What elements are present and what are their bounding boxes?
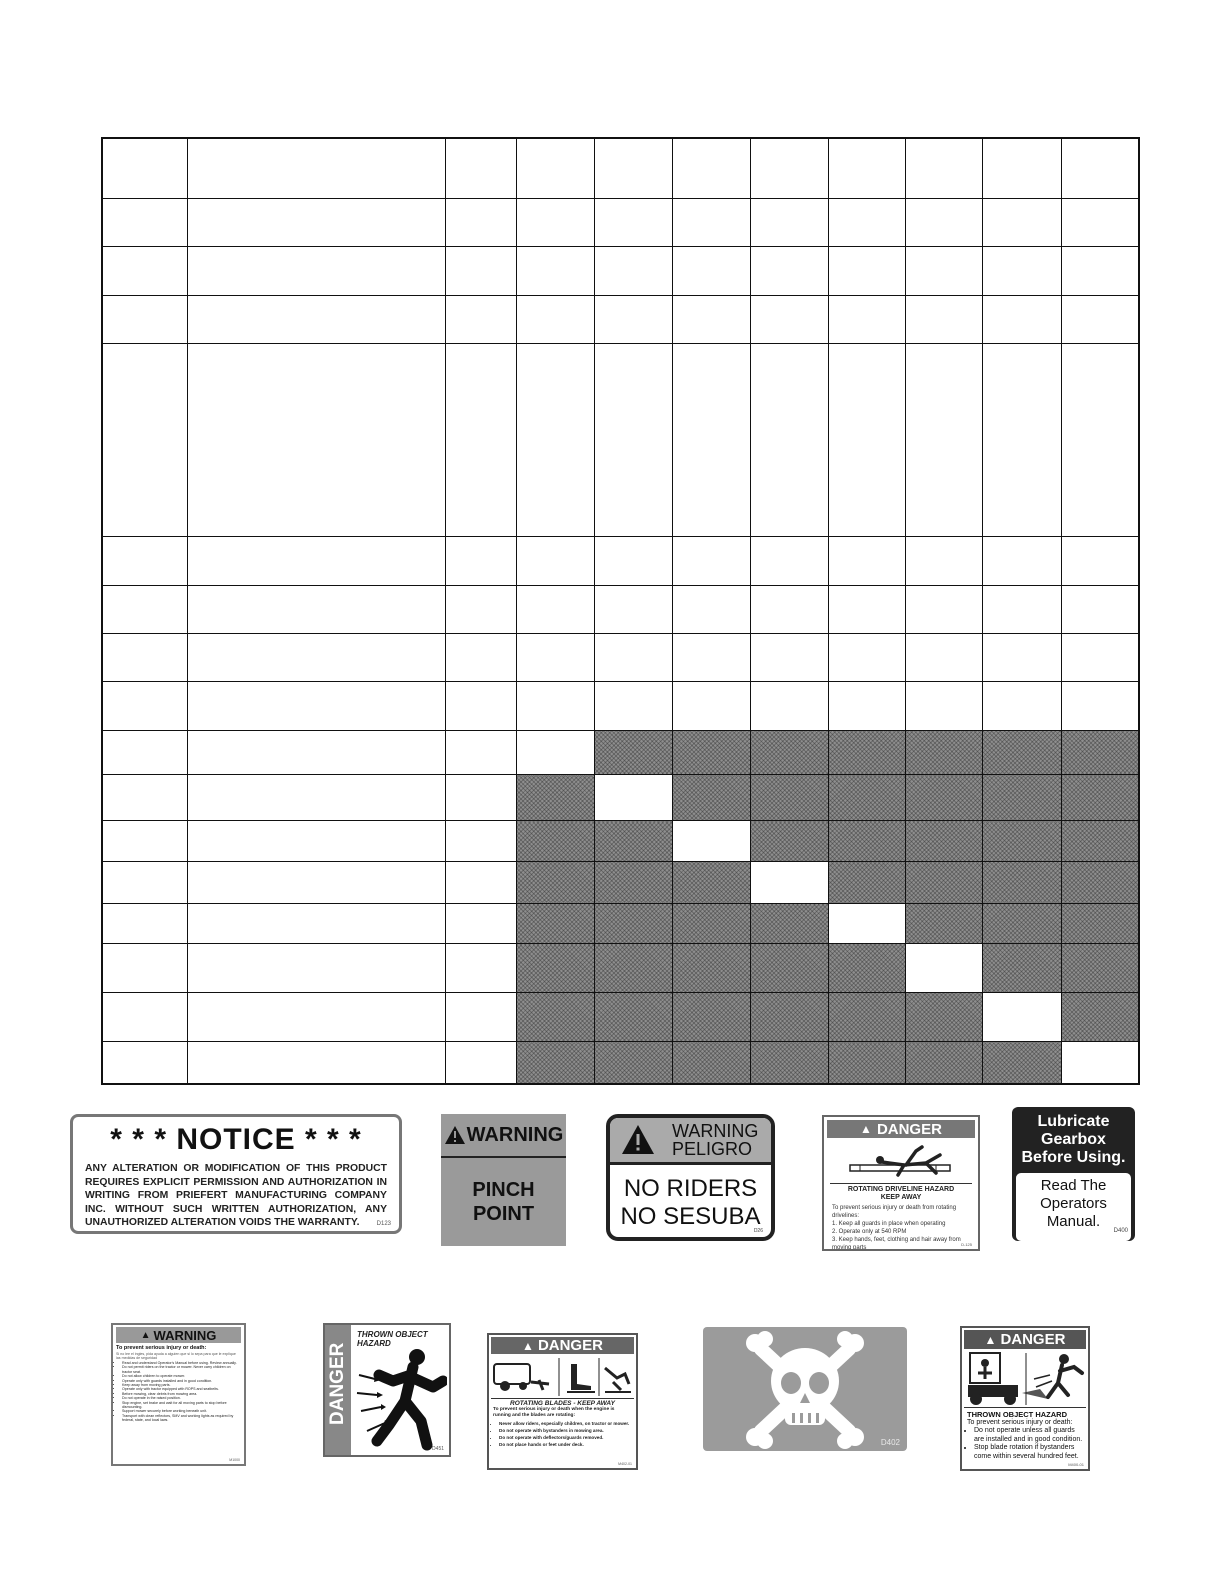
empty-cell bbox=[594, 138, 672, 198]
empty-cell bbox=[828, 904, 905, 944]
shaded-cell bbox=[1061, 775, 1139, 821]
empty-cell bbox=[982, 682, 1061, 730]
list-item: • Do not permit riders on the tractor or mower. Never carry children on tractor seat. bbox=[122, 1365, 241, 1374]
empty-cell bbox=[102, 1042, 187, 1084]
warning-list-lead: To prevent serious injury or death: bbox=[116, 1345, 207, 1351]
pinch-point-header bbox=[441, 1114, 566, 1158]
empty-cell bbox=[516, 634, 594, 682]
skull-crossbones-icon bbox=[703, 1327, 907, 1451]
list-item: • Support mower securely before working beneath unit. bbox=[122, 1409, 241, 1413]
danger-side-label: DANGER bbox=[327, 1342, 348, 1425]
list-item: • Transport with clean reflectors, SMV and working lights as required by federal, state, and local laws. bbox=[122, 1414, 241, 1423]
shaded-cell bbox=[516, 944, 594, 992]
shaded-cell bbox=[828, 821, 905, 861]
warning-list-sub: Si no lee el ingles, pida ayuda a alguien que si lo sepa para que le explique las medidas de seguridad bbox=[116, 1351, 236, 1360]
skull-crossbones-decal bbox=[703, 1327, 907, 1451]
empty-cell bbox=[828, 634, 905, 682]
thrown-object-danger-decal bbox=[960, 1326, 1090, 1471]
empty-cell bbox=[187, 247, 445, 295]
empty-cell bbox=[672, 821, 750, 861]
empty-cell bbox=[445, 343, 516, 536]
empty-cell bbox=[982, 138, 1061, 198]
shaded-cell bbox=[828, 992, 905, 1041]
shaded-cell bbox=[594, 944, 672, 992]
table-row bbox=[102, 537, 1139, 585]
list-item: • Do not operate in the raised position. bbox=[122, 1396, 241, 1400]
driveline-header-label: DANGER bbox=[876, 1120, 942, 1138]
empty-cell bbox=[672, 682, 750, 730]
thrown-object-side-decal bbox=[323, 1323, 451, 1457]
empty-cell bbox=[102, 537, 187, 585]
empty-cell bbox=[672, 247, 750, 295]
empty-cell bbox=[905, 247, 982, 295]
empty-cell bbox=[445, 198, 516, 246]
blades-header bbox=[491, 1337, 634, 1354]
empty-cell bbox=[102, 295, 187, 343]
shaded-cell bbox=[516, 821, 594, 861]
empty-cell bbox=[594, 537, 672, 585]
empty-cell bbox=[445, 585, 516, 633]
alert-triangle-icon: ▲ bbox=[984, 1332, 997, 1347]
driveline-title2: KEEP AWAY bbox=[880, 1194, 922, 1201]
table-row bbox=[102, 198, 1139, 246]
table-row bbox=[102, 295, 1139, 343]
empty-cell bbox=[905, 537, 982, 585]
notice-body: ANY ALTERATION OR MODIFICATION OF THIS PRODUCT REQUIRES EXPLICIT PERMISSION AND AUTHORIZATION IN WRITING FROM PRIEFERT MANUFACTURING COMPANY INC. WITHOUT SUCH WRITTEN AUTHORIZATION, ANY UNAUTHORIZED ALTERATION VOIDS THE WARRANTY. bbox=[85, 1163, 387, 1228]
driveline-item: 3. Keep hands, feet, clothing and hair away from moving parts bbox=[832, 1237, 961, 1251]
empty-cell bbox=[750, 634, 828, 682]
warning-list-items bbox=[116, 1361, 241, 1423]
empty-cell bbox=[750, 537, 828, 585]
empty-cell bbox=[516, 682, 594, 730]
empty-cell bbox=[982, 537, 1061, 585]
list-item: • Never allow riders, especially children, on tractor or mower. bbox=[499, 1420, 634, 1427]
notice-code: D123 bbox=[376, 1221, 391, 1227]
driveline-item: 2. Operate only at 540 RPM bbox=[832, 1229, 907, 1235]
shaded-cell bbox=[1061, 861, 1139, 903]
shaded-cell bbox=[750, 992, 828, 1041]
shaded-cell bbox=[672, 730, 750, 774]
shaded-cell bbox=[594, 992, 672, 1041]
empty-cell bbox=[516, 247, 594, 295]
empty-cell bbox=[594, 585, 672, 633]
shaded-cell bbox=[672, 1042, 750, 1084]
table-row bbox=[102, 861, 1139, 903]
list-item: • Do not operate with deflectors/guards removed. bbox=[499, 1434, 634, 1441]
empty-cell bbox=[187, 821, 445, 861]
empty-cell bbox=[445, 992, 516, 1041]
empty-cell bbox=[187, 944, 445, 992]
empty-cell bbox=[594, 775, 672, 821]
empty-cell bbox=[445, 138, 516, 198]
empty-cell bbox=[672, 343, 750, 536]
alert-triangle-icon: ▲ bbox=[522, 1338, 534, 1353]
no-riders-code: D26 bbox=[753, 1228, 763, 1234]
shaded-cell bbox=[750, 904, 828, 944]
shaded-cell bbox=[516, 904, 594, 944]
shaded-cell bbox=[828, 775, 905, 821]
empty-cell bbox=[905, 634, 982, 682]
empty-cell bbox=[1061, 1042, 1139, 1084]
shaded-cell bbox=[672, 992, 750, 1041]
empty-cell bbox=[187, 585, 445, 633]
thrown-object-header-label: DANGER bbox=[1000, 1331, 1066, 1348]
driveline-code: D-125 bbox=[961, 1242, 972, 1247]
empty-cell bbox=[982, 343, 1061, 536]
empty-cell bbox=[594, 634, 672, 682]
empty-cell bbox=[445, 730, 516, 774]
grid-table bbox=[101, 137, 1140, 1085]
empty-cell bbox=[516, 198, 594, 246]
shaded-cell bbox=[750, 730, 828, 774]
shaded-cell bbox=[516, 861, 594, 903]
empty-cell bbox=[445, 775, 516, 821]
empty-cell bbox=[828, 537, 905, 585]
empty-cell bbox=[187, 138, 445, 198]
empty-cell bbox=[187, 634, 445, 682]
empty-cell bbox=[1061, 343, 1139, 536]
shaded-cell bbox=[905, 1042, 982, 1084]
empty-cell bbox=[102, 775, 187, 821]
empty-cell bbox=[102, 585, 187, 633]
empty-cell bbox=[516, 138, 594, 198]
lubricate-decal bbox=[1012, 1107, 1135, 1241]
empty-cell bbox=[905, 138, 982, 198]
empty-cell bbox=[102, 904, 187, 944]
shaded-cell bbox=[982, 775, 1061, 821]
thrown-side-title: THROWN OBJECT HAZARD bbox=[357, 1330, 428, 1348]
shaded-cell bbox=[672, 944, 750, 992]
empty-cell bbox=[672, 585, 750, 633]
empty-cell bbox=[1061, 634, 1139, 682]
empty-cell bbox=[750, 861, 828, 903]
skull-code: D402 bbox=[880, 1438, 900, 1447]
pinch-point-header-label: WARNING bbox=[466, 1123, 564, 1146]
list-item: • Keep away from moving parts. bbox=[122, 1383, 241, 1387]
shaded-cell bbox=[905, 861, 982, 903]
list-item: • Read and understand Operator's Manual before using. Review annually. bbox=[122, 1361, 241, 1365]
warning-list-header-label: WARNING bbox=[153, 1327, 217, 1343]
empty-cell bbox=[594, 295, 672, 343]
shaded-cell bbox=[982, 861, 1061, 903]
lubricate-code: D400 bbox=[1113, 1228, 1128, 1234]
empty-cell bbox=[982, 585, 1061, 633]
empty-cell bbox=[750, 247, 828, 295]
notice-decal bbox=[70, 1114, 402, 1234]
shaded-cell bbox=[594, 730, 672, 774]
empty-cell bbox=[982, 634, 1061, 682]
empty-cell bbox=[828, 295, 905, 343]
table-row bbox=[102, 992, 1139, 1041]
warning-list-code: M1000 bbox=[229, 1458, 240, 1462]
empty-cell bbox=[828, 682, 905, 730]
thrown-object-code: M400-01 bbox=[1068, 1462, 1084, 1467]
empty-cell bbox=[187, 730, 445, 774]
empty-cell bbox=[594, 343, 672, 536]
empty-cell bbox=[828, 198, 905, 246]
empty-cell bbox=[1061, 537, 1139, 585]
shaded-cell bbox=[1061, 730, 1139, 774]
pinch-point-line2: POINT bbox=[472, 1203, 535, 1225]
shaded-cell bbox=[1061, 944, 1139, 992]
empty-cell bbox=[672, 537, 750, 585]
table-row bbox=[102, 247, 1139, 295]
shaded-cell bbox=[594, 1042, 672, 1084]
shaded-cell bbox=[905, 775, 982, 821]
empty-cell bbox=[102, 343, 187, 536]
empty-cell bbox=[102, 992, 187, 1041]
empty-cell bbox=[1061, 585, 1139, 633]
table-row bbox=[102, 138, 1139, 198]
blades-lead: To prevent serious injury or death when the engine is running and the blades are rotating: bbox=[493, 1407, 615, 1418]
lubricate-bottom-line: Operators bbox=[1040, 1195, 1107, 1212]
empty-cell bbox=[445, 904, 516, 944]
no-riders-decal bbox=[606, 1114, 775, 1241]
empty-cell bbox=[982, 198, 1061, 246]
entangled-person-icon bbox=[824, 1141, 978, 1183]
empty-cell bbox=[187, 537, 445, 585]
driveline-danger-decal bbox=[822, 1115, 980, 1251]
blades-pictograms bbox=[491, 1354, 634, 1399]
table-row bbox=[102, 730, 1139, 774]
shaded-cell bbox=[982, 730, 1061, 774]
empty-cell bbox=[102, 247, 187, 295]
empty-cell bbox=[102, 730, 187, 774]
no-riders-line2: NO SESUBA bbox=[620, 1203, 761, 1230]
empty-cell bbox=[102, 821, 187, 861]
shaded-cell bbox=[1061, 821, 1139, 861]
shaded-cell bbox=[750, 821, 828, 861]
driveline-header bbox=[827, 1120, 975, 1138]
thrown-object-pictograms bbox=[964, 1349, 1086, 1408]
empty-cell bbox=[187, 861, 445, 903]
empty-cell bbox=[750, 138, 828, 198]
alert-triangle-icon: ▲ bbox=[860, 1122, 872, 1136]
empty-cell bbox=[445, 247, 516, 295]
shaded-cell bbox=[982, 821, 1061, 861]
empty-cell bbox=[187, 775, 445, 821]
thrown-object-title: THROWN OBJECT HAZARD bbox=[967, 1410, 1067, 1419]
table-row bbox=[102, 343, 1139, 536]
empty-cell bbox=[516, 343, 594, 536]
empty-cell bbox=[828, 138, 905, 198]
empty-cell bbox=[445, 295, 516, 343]
shaded-cell bbox=[672, 904, 750, 944]
shaded-cell bbox=[516, 992, 594, 1041]
empty-cell bbox=[828, 247, 905, 295]
empty-cell bbox=[672, 198, 750, 246]
shaded-cell bbox=[672, 775, 750, 821]
driveline-lead: To prevent serious injury or death from rotating drivelines: bbox=[832, 1205, 957, 1219]
shaded-cell bbox=[750, 944, 828, 992]
table-row bbox=[102, 682, 1139, 730]
shaded-cell bbox=[828, 944, 905, 992]
pinch-point-decal bbox=[441, 1114, 566, 1246]
empty-cell bbox=[750, 682, 828, 730]
thrown-object-person-icon bbox=[355, 1345, 447, 1451]
shaded-cell bbox=[672, 861, 750, 903]
shaded-cell bbox=[750, 1042, 828, 1084]
empty-cell bbox=[828, 343, 905, 536]
lubricate-top-line: Gearbox bbox=[1041, 1131, 1106, 1148]
table-row bbox=[102, 634, 1139, 682]
empty-cell bbox=[750, 585, 828, 633]
shaded-cell bbox=[905, 821, 982, 861]
empty-cell bbox=[905, 585, 982, 633]
shaded-cell bbox=[594, 861, 672, 903]
empty-cell bbox=[187, 198, 445, 246]
empty-cell bbox=[750, 343, 828, 536]
empty-cell bbox=[672, 138, 750, 198]
empty-cell bbox=[905, 295, 982, 343]
empty-cell bbox=[1061, 295, 1139, 343]
empty-cell bbox=[102, 944, 187, 992]
empty-cell bbox=[516, 585, 594, 633]
empty-cell bbox=[905, 944, 982, 992]
empty-cell bbox=[445, 682, 516, 730]
no-riders-header1: WARNING bbox=[672, 1121, 759, 1141]
empty-cell bbox=[1061, 247, 1139, 295]
compatibility-grid bbox=[101, 137, 1138, 1085]
warning-triangle-icon bbox=[444, 1125, 466, 1145]
empty-cell bbox=[445, 944, 516, 992]
shaded-cell bbox=[516, 775, 594, 821]
empty-cell bbox=[905, 343, 982, 536]
warning-triangle-icon bbox=[620, 1123, 656, 1156]
lubricate-top-line: Before Using. bbox=[1021, 1149, 1126, 1166]
shaded-cell bbox=[982, 944, 1061, 992]
alert-triangle-icon: ▲ bbox=[140, 1329, 151, 1341]
empty-cell bbox=[905, 198, 982, 246]
empty-cell bbox=[445, 821, 516, 861]
warning-list-header bbox=[116, 1327, 241, 1343]
blades-code: M402-01 bbox=[618, 1462, 632, 1466]
thrown-object-lead: To prevent serious injury or death: bbox=[967, 1419, 1073, 1426]
empty-cell bbox=[905, 682, 982, 730]
no-riders-line1: NO RIDERS bbox=[623, 1175, 758, 1202]
empty-cell bbox=[102, 634, 187, 682]
empty-cell bbox=[672, 295, 750, 343]
empty-cell bbox=[102, 682, 187, 730]
shaded-cell bbox=[1061, 904, 1139, 944]
driveline-item: 1. Keep all guards in place when operating bbox=[832, 1221, 946, 1227]
empty-cell bbox=[187, 904, 445, 944]
empty-cell bbox=[516, 537, 594, 585]
blades-items bbox=[491, 1420, 634, 1448]
lubricate-bottom-line: Manual. bbox=[1046, 1213, 1101, 1230]
empty-cell bbox=[187, 343, 445, 536]
rotating-blades-danger-decal bbox=[487, 1333, 638, 1470]
shaded-cell bbox=[905, 730, 982, 774]
list-item: • Do not operate unless all guards are installed and in good condition. bbox=[974, 1427, 1086, 1444]
empty-cell bbox=[750, 198, 828, 246]
notice-title: * * * NOTICE * * * bbox=[110, 1123, 362, 1156]
shaded-cell bbox=[594, 821, 672, 861]
list-item: • Operate only with guards installed and in good condition. bbox=[122, 1379, 241, 1383]
blades-header-label: DANGER bbox=[537, 1337, 603, 1354]
empty-cell bbox=[982, 295, 1061, 343]
empty-cell bbox=[102, 138, 187, 198]
table-row bbox=[102, 775, 1139, 821]
table-row bbox=[102, 585, 1139, 633]
list-item: • Do not allow children to operate mower. bbox=[122, 1374, 241, 1378]
table-row bbox=[102, 904, 1139, 944]
thrown-object-items bbox=[964, 1427, 1086, 1461]
list-item: • Do not operate with bystanders in mowing area. bbox=[499, 1427, 634, 1434]
empty-cell bbox=[594, 682, 672, 730]
shaded-cell bbox=[516, 1042, 594, 1084]
thrown-side-code: D451 bbox=[432, 1446, 444, 1452]
empty-cell bbox=[187, 1042, 445, 1084]
list-item: • Stop engine, set brake and wait for all moving parts to stop before dismounting. bbox=[122, 1401, 241, 1410]
thrown-object-header bbox=[964, 1330, 1086, 1349]
shaded-cell bbox=[905, 904, 982, 944]
empty-cell bbox=[445, 1042, 516, 1084]
empty-cell bbox=[187, 992, 445, 1041]
shaded-cell bbox=[750, 775, 828, 821]
shaded-cell bbox=[1061, 992, 1139, 1041]
empty-cell bbox=[1061, 138, 1139, 198]
empty-cell bbox=[828, 585, 905, 633]
pinch-point-line1: PINCH bbox=[472, 1179, 535, 1201]
shaded-cell bbox=[594, 904, 672, 944]
empty-cell bbox=[672, 634, 750, 682]
empty-cell bbox=[750, 295, 828, 343]
empty-cell bbox=[982, 247, 1061, 295]
shaded-cell bbox=[828, 1042, 905, 1084]
list-item: • Operate only with tractor equipped with ROPS and seatbelts. bbox=[122, 1387, 241, 1391]
empty-cell bbox=[594, 198, 672, 246]
shaded-cell bbox=[828, 861, 905, 903]
empty-cell bbox=[102, 861, 187, 903]
empty-cell bbox=[982, 992, 1061, 1041]
shaded-cell bbox=[828, 730, 905, 774]
shaded-cell bbox=[982, 1042, 1061, 1084]
table-row bbox=[102, 1042, 1139, 1084]
empty-cell bbox=[187, 295, 445, 343]
list-item: • Stop blade rotation if bystanders come within several hundred feet. bbox=[974, 1444, 1086, 1461]
empty-cell bbox=[1061, 682, 1139, 730]
list-item: • Before mowing, clear debris from mowing area. bbox=[122, 1392, 241, 1396]
empty-cell bbox=[516, 730, 594, 774]
warning-list-decal bbox=[111, 1323, 246, 1466]
lubricate-bottom-line: Read The bbox=[1040, 1177, 1107, 1194]
no-riders-header bbox=[610, 1118, 771, 1165]
lubricate-top-line: Lubricate bbox=[1037, 1113, 1110, 1130]
blades-sub: ROTATING BLADES - KEEP AWAY bbox=[510, 1400, 615, 1407]
shaded-cell bbox=[982, 904, 1061, 944]
empty-cell bbox=[445, 861, 516, 903]
empty-cell bbox=[1061, 198, 1139, 246]
empty-cell bbox=[102, 198, 187, 246]
table-row bbox=[102, 944, 1139, 992]
empty-cell bbox=[516, 295, 594, 343]
empty-cell bbox=[445, 537, 516, 585]
shaded-cell bbox=[905, 992, 982, 1041]
empty-cell bbox=[187, 682, 445, 730]
list-item: • Do not place hands or feet under deck. bbox=[499, 1441, 634, 1448]
table-row bbox=[102, 821, 1139, 861]
empty-cell bbox=[445, 634, 516, 682]
driveline-title1: ROTATING DRIVELINE HAZARD bbox=[830, 1183, 972, 1194]
empty-cell bbox=[594, 247, 672, 295]
no-riders-header2: PELIGRO bbox=[672, 1139, 753, 1159]
